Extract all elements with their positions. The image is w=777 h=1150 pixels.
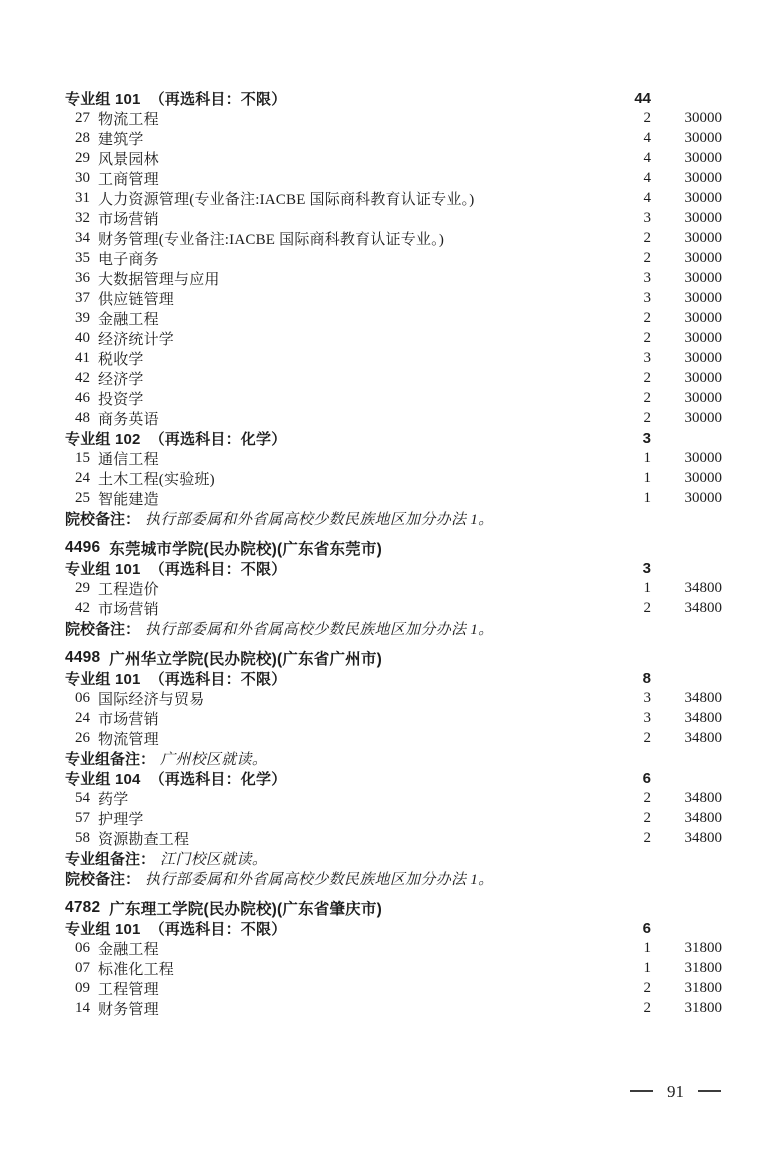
note-text: 执行部委属和外省属高校少数民族地区加分办法 1。 — [145, 871, 494, 888]
tuition-fee: 30000 — [684, 289, 722, 306]
plan-count: 4 — [643, 129, 651, 146]
tuition-fee: 30000 — [684, 269, 722, 286]
major-group-label: 专业组 101 — [65, 670, 141, 688]
major-group-header — [65, 88, 722, 108]
major-row — [65, 978, 722, 998]
school-header — [65, 538, 722, 558]
school-note — [65, 618, 722, 638]
plan-count: 4 — [643, 169, 651, 186]
plan-count: 2 — [643, 789, 651, 806]
major-row — [65, 168, 722, 188]
major-group-criteria: （再选科目：不限） — [149, 670, 287, 688]
major-row — [65, 788, 722, 808]
plan-count: 4 — [643, 149, 651, 166]
major-code: 07 — [75, 959, 90, 976]
major-row — [65, 448, 722, 468]
tuition-fee: 30000 — [684, 369, 722, 386]
school-header — [65, 648, 722, 668]
major-row — [65, 228, 722, 248]
major-row — [65, 288, 722, 308]
major-name: 财务管理(专业备注:IACBE 国际商科教育认证专业。) — [98, 231, 445, 248]
major-code: 30 — [75, 169, 90, 186]
plan-count: 2 — [643, 999, 651, 1016]
group-plan-count: 6 — [642, 769, 651, 787]
tuition-fee: 30000 — [684, 469, 722, 486]
major-code: 35 — [75, 249, 90, 266]
school-code: 4496 — [65, 539, 101, 556]
plan-count: 4 — [643, 189, 651, 206]
plan-count: 1 — [643, 959, 651, 976]
major-name: 护理学 — [98, 811, 144, 828]
major-name: 工程管理 — [98, 981, 159, 998]
major-group-criteria: （再选科目：不限） — [149, 560, 287, 578]
major-code: 14 — [75, 999, 90, 1016]
tuition-fee: 30000 — [684, 309, 722, 326]
major-row — [65, 148, 722, 168]
plan-count: 3 — [643, 689, 651, 706]
group-note — [65, 848, 722, 868]
major-code: 42 — [75, 599, 90, 616]
note-text: 广州校区就读。 — [160, 751, 268, 768]
major-code: 24 — [75, 469, 90, 486]
major-name: 金融工程 — [98, 941, 159, 958]
plan-count: 1 — [643, 469, 651, 486]
major-code: 27 — [75, 109, 90, 126]
major-code: 40 — [75, 329, 90, 346]
major-name: 供应链管理 — [98, 291, 175, 308]
plan-count: 3 — [643, 349, 651, 366]
plan-count: 2 — [643, 389, 651, 406]
major-group-label: 专业组 104 — [65, 770, 141, 788]
major-code: 37 — [75, 289, 90, 306]
major-code: 54 — [75, 789, 90, 806]
tuition-fee: 34800 — [684, 809, 722, 826]
tuition-fee: 31800 — [684, 939, 722, 956]
major-code: 31 — [75, 189, 90, 206]
major-code: 09 — [75, 979, 90, 996]
major-group-label: 专业组 101 — [65, 920, 141, 938]
tuition-fee: 30000 — [684, 129, 722, 146]
major-row — [65, 408, 722, 428]
tuition-fee: 30000 — [684, 449, 722, 466]
major-code: 39 — [75, 309, 90, 326]
major-name: 标准化工程 — [98, 961, 175, 978]
major-group-header — [65, 918, 722, 938]
footer-dash-icon — [630, 1090, 653, 1092]
major-code: 24 — [75, 709, 90, 726]
major-group-header — [65, 768, 722, 788]
note-label: 院校备注： — [65, 510, 141, 528]
major-row — [65, 128, 722, 148]
plan-count: 3 — [643, 289, 651, 306]
major-code: 29 — [75, 149, 90, 166]
major-row — [65, 108, 722, 128]
tuition-fee: 30000 — [684, 229, 722, 246]
plan-count: 2 — [643, 369, 651, 386]
tuition-fee: 30000 — [684, 329, 722, 346]
major-code: 34 — [75, 229, 90, 246]
major-row — [65, 958, 722, 978]
tuition-fee: 30000 — [684, 409, 722, 426]
major-group-label: 专业组 101 — [65, 560, 141, 578]
school-name: 东莞城市学院(民办院校)(广东省东莞市) — [109, 541, 382, 558]
major-group-criteria: （再选科目：不限） — [149, 920, 287, 938]
major-row — [65, 368, 722, 388]
major-name: 物流管理 — [98, 731, 159, 748]
plan-count: 2 — [643, 829, 651, 846]
major-code: 26 — [75, 729, 90, 746]
major-group-header — [65, 428, 722, 448]
tuition-fee: 31800 — [684, 959, 722, 976]
major-code: 15 — [75, 449, 90, 466]
plan-count: 2 — [643, 109, 651, 126]
major-group-header — [65, 668, 722, 688]
major-row — [65, 328, 722, 348]
note-label: 专业组备注： — [65, 850, 156, 868]
school-header — [65, 898, 722, 918]
group-plan-count: 44 — [634, 89, 651, 107]
footer-dash-icon — [698, 1090, 721, 1092]
major-code: 28 — [75, 129, 90, 146]
major-code: 48 — [75, 409, 90, 426]
major-row — [65, 688, 722, 708]
plan-count: 2 — [643, 409, 651, 426]
tuition-fee: 34800 — [684, 709, 722, 726]
major-name: 税收学 — [98, 351, 144, 368]
tuition-fee: 30000 — [684, 169, 722, 186]
tuition-fee: 30000 — [684, 209, 722, 226]
tuition-fee: 30000 — [684, 389, 722, 406]
major-row — [65, 248, 722, 268]
major-row — [65, 488, 722, 508]
major-name: 工程造价 — [98, 581, 159, 598]
tuition-fee: 31800 — [684, 979, 722, 996]
major-code: 36 — [75, 269, 90, 286]
plan-count: 2 — [643, 979, 651, 996]
major-row — [65, 828, 722, 848]
plan-count: 2 — [643, 329, 651, 346]
plan-count: 2 — [643, 309, 651, 326]
tuition-fee: 30000 — [684, 149, 722, 166]
plan-count: 2 — [643, 229, 651, 246]
tuition-fee: 30000 — [684, 109, 722, 126]
tuition-fee: 34800 — [684, 689, 722, 706]
major-name: 人力资源管理(专业备注:IACBE 国际商科教育认证专业。) — [98, 191, 475, 208]
group-plan-count: 3 — [642, 429, 651, 447]
major-row — [65, 308, 722, 328]
plan-count: 2 — [643, 809, 651, 826]
major-code: 32 — [75, 209, 90, 226]
tuition-fee: 34800 — [684, 789, 722, 806]
major-group-label: 专业组 101 — [65, 90, 141, 108]
major-code: 29 — [75, 579, 90, 596]
major-code: 06 — [75, 939, 90, 956]
group-plan-count: 3 — [642, 559, 651, 577]
note-text: 江门校区就读。 — [160, 851, 268, 868]
tuition-fee: 34800 — [684, 729, 722, 746]
major-name: 市场营销 — [98, 601, 159, 618]
page-number: 91 — [667, 1081, 684, 1101]
school-name: 广州华立学院(民办院校)(广东省广州市) — [109, 651, 382, 668]
plan-count: 3 — [643, 709, 651, 726]
major-row — [65, 268, 722, 288]
tuition-fee: 30000 — [684, 349, 722, 366]
major-name: 经济学 — [98, 371, 144, 388]
major-name: 建筑学 — [98, 131, 144, 148]
major-name: 药学 — [98, 791, 129, 808]
major-name: 智能建造 — [98, 491, 159, 508]
major-group-criteria: （再选科目：化学） — [149, 430, 287, 448]
group-plan-count: 8 — [642, 669, 651, 687]
plan-count: 2 — [643, 249, 651, 266]
school-code: 4782 — [65, 899, 101, 916]
major-name: 物流工程 — [98, 111, 159, 128]
note-label: 专业组备注： — [65, 750, 156, 768]
major-name: 国际经济与贸易 — [98, 691, 205, 708]
plan-count: 3 — [643, 269, 651, 286]
major-name: 工商管理 — [98, 171, 159, 188]
school-name: 广东理工学院(民办院校)(广东省肇庆市) — [109, 901, 382, 918]
note-text: 执行部委属和外省属高校少数民族地区加分办法 1。 — [145, 511, 494, 528]
major-code: 57 — [75, 809, 90, 826]
major-row — [65, 388, 722, 408]
school-note — [65, 508, 722, 528]
major-group-label: 专业组 102 — [65, 430, 141, 448]
note-label: 院校备注： — [65, 620, 141, 638]
plan-count: 2 — [643, 599, 651, 616]
tuition-fee: 30000 — [684, 489, 722, 506]
major-name: 市场营销 — [98, 711, 159, 728]
note-text: 执行部委属和外省属高校少数民族地区加分办法 1。 — [145, 621, 494, 638]
major-group-criteria: （再选科目：不限） — [149, 90, 287, 108]
major-row — [65, 728, 722, 748]
major-row — [65, 998, 722, 1018]
major-row — [65, 708, 722, 728]
major-name: 市场营销 — [98, 211, 159, 228]
tuition-fee: 34800 — [684, 579, 722, 596]
tuition-fee: 30000 — [684, 189, 722, 206]
group-plan-count: 6 — [642, 919, 651, 937]
plan-count: 1 — [643, 579, 651, 596]
major-row — [65, 468, 722, 488]
major-code: 42 — [75, 369, 90, 386]
major-code: 58 — [75, 829, 90, 846]
major-row — [65, 938, 722, 958]
major-name: 土木工程(实验班) — [98, 471, 215, 488]
plan-count: 1 — [643, 449, 651, 466]
major-name: 风景园林 — [98, 151, 159, 168]
major-name: 通信工程 — [98, 451, 159, 468]
major-name: 电子商务 — [98, 251, 159, 268]
major-name: 资源勘查工程 — [98, 831, 190, 848]
major-name: 投资学 — [98, 391, 144, 408]
major-row — [65, 598, 722, 618]
plan-count: 1 — [643, 939, 651, 956]
major-row — [65, 348, 722, 368]
tuition-fee: 31800 — [684, 999, 722, 1016]
major-group-criteria: （再选科目：化学） — [149, 770, 287, 788]
plan-count: 3 — [643, 209, 651, 226]
group-note — [65, 748, 722, 768]
major-code: 25 — [75, 489, 90, 506]
plan-count: 1 — [643, 489, 651, 506]
tuition-fee: 34800 — [684, 599, 722, 616]
plan-count: 2 — [643, 729, 651, 746]
major-code: 46 — [75, 389, 90, 406]
major-row — [65, 188, 722, 208]
major-row — [65, 578, 722, 598]
note-label: 院校备注： — [65, 870, 141, 888]
page-footer — [630, 1081, 721, 1101]
school-note — [65, 868, 722, 888]
major-name: 财务管理 — [98, 1001, 159, 1018]
major-row — [65, 208, 722, 228]
major-name: 商务英语 — [98, 411, 159, 428]
major-code: 06 — [75, 689, 90, 706]
major-name: 大数据管理与应用 — [98, 271, 220, 288]
major-name: 金融工程 — [98, 311, 159, 328]
major-code: 41 — [75, 349, 90, 366]
tuition-fee: 30000 — [684, 249, 722, 266]
tuition-fee: 34800 — [684, 829, 722, 846]
major-name: 经济统计学 — [98, 331, 175, 348]
major-row — [65, 808, 722, 828]
school-code: 4498 — [65, 649, 101, 666]
major-group-header — [65, 558, 722, 578]
